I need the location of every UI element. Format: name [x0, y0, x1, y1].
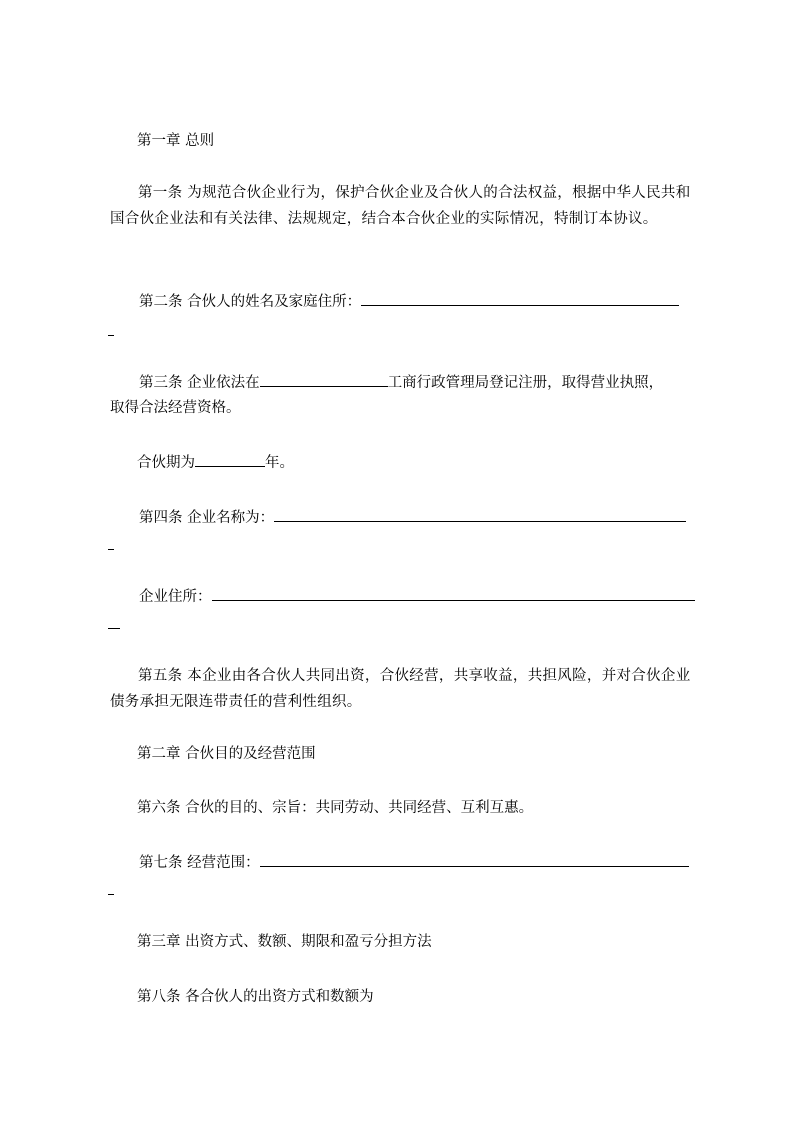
- enterprise-name-blank-continuation: [108, 548, 114, 550]
- article-4-label: 第四条 企业名称为：: [139, 510, 275, 526]
- article-1-text: 第一条 为规范合伙企业行为，保护合伙企业及合伙人的合法权益，根据中华人民共和国合伙企业法和有关法律、法规规定，结合本合伙企业的实际情况，特制订本协议。: [110, 185, 691, 227]
- business-scope-blank-continuation: [108, 893, 114, 895]
- article-2-blank-continuation: [108, 334, 114, 336]
- enterprise-address-blank[interactable]: [212, 586, 695, 601]
- business-scope-blank[interactable]: [260, 852, 689, 867]
- article-3-line-2: 取得合法经营资格。: [110, 400, 241, 416]
- article-2-blank[interactable]: [361, 291, 679, 306]
- term-suffix: 年。: [265, 455, 294, 471]
- enterprise-address-blank-continuation: [108, 627, 120, 629]
- article-7-label: 第七条 经营范围：: [139, 855, 260, 871]
- article-4-row: [139, 507, 686, 528]
- term-row: [137, 452, 294, 473]
- enterprise-name-blank[interactable]: [274, 507, 686, 522]
- article-3-row: [139, 372, 663, 393]
- term-prefix: 合伙期为: [137, 455, 195, 471]
- address-row: [139, 586, 695, 607]
- article-8-text: 第八条 各合伙人的出资方式和数额为: [137, 989, 374, 1005]
- term-years-blank[interactable]: [195, 452, 265, 467]
- address-label: 企业住所：: [139, 589, 212, 605]
- article-2-label: 第二条 合伙人的姓名及家庭住所：: [139, 294, 362, 310]
- article-3-bureau-blank[interactable]: [260, 372, 388, 387]
- article-6-text: 第六条 合伙的目的、宗旨：共同劳动、共同经营、互利互惠。: [137, 800, 534, 816]
- chapter-3-heading: 第三章 出资方式、数额、期限和盈亏分担方法: [137, 934, 432, 950]
- chapter-1-heading: 第一章 总则: [137, 133, 215, 149]
- article-2-row: [139, 291, 679, 312]
- chapter-2-heading: 第二章 合伙目的及经营范围: [137, 746, 316, 762]
- article-7-row: [139, 852, 689, 873]
- article-3-prefix: 第三条 企业依法在: [139, 375, 260, 391]
- article-5-text: 第五条 本企业由各合伙人共同出资，合伙经营，共享收益，共担风险，并对合伙企业债务承担无限连带责任的营利性组织。: [110, 668, 691, 710]
- article-3-suffix: 工商行政管理局登记注册，取得营业执照，: [387, 375, 664, 391]
